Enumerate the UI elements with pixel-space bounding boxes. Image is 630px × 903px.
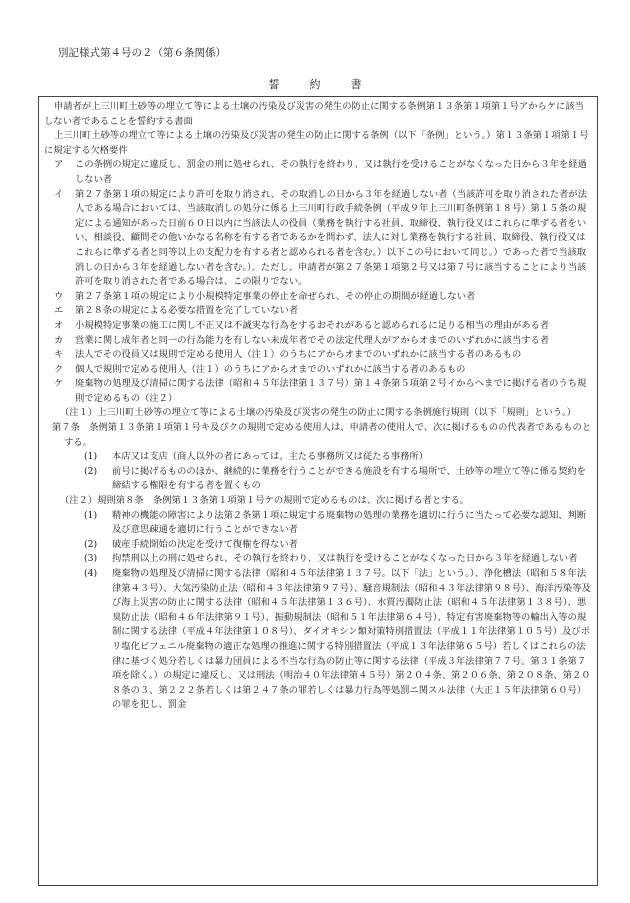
note-2-sub-1 [44,509,592,538]
item-marker: イ [54,188,64,200]
sub-marker: (1) [84,451,98,463]
form-number: 別記様式第４号の２（第６条関係） [58,47,226,59]
requirement-item-a [44,158,592,187]
item-marker: ア [54,159,64,171]
requirement-item-i [44,188,592,290]
intro-paragraph-1: 申請者が上三川町土砂等の埋立て等による土壌の汚染及び災害の発生の防止に関する条例第１３条第１項第１号アからケに該当しない者であることを誓約する書面 [44,101,584,127]
item-text: この条例の規定に違反し、罰金の刑に処せられ、その執行を終わり、又は執行を受けることがなくなった日から３年を経過しない者 [75,159,587,185]
note-1-sub-2 [44,465,592,494]
requirement-item-o [44,319,592,334]
sub-text: 拘禁刑以上の刑に処せられ、その執行を終わり、又は執行を受けることがなくなった日から３年を経過しない者 [112,553,578,565]
note-text: 規則第８条 条例第１３条第１項第１号ケの規則で定めるものは、次に掲げる者とする。 [97,495,470,507]
item-marker: カ [54,334,64,346]
note-1 [44,406,592,421]
item-text: 第２７条第１項の規定により小規模特定事業の停止を命ぜられ、その停止の期間が経過しない者 [75,290,476,302]
requirement-item-ki [44,348,592,363]
note-text: 上三川町土砂等の埋立て等による土壌の汚染及び災害の発生の防止に関する条例施行規則（以下「規則」という。） [97,407,576,419]
sub-marker: (3) [84,553,98,565]
sub-text: 前号に掲げるもののほか、継続的に業務を行うことができる施設を有する場所で、土砂等の埋立て等に係る契約を締結する権限を有する者を置くもの [112,465,586,492]
sub-marker: (2) [84,538,98,550]
sub-text: 廃棄物の処理及び清掃に関する法律（昭和４５年法律第１３７号。以下「法」という。）、浄化槽法（昭和５８年法律第４３号）、大気汚染防止法（昭和４３年法律第９７号）、騒音規制法（昭和４３年法律第９８号）、海洋汚染等及び海上災害の防止に関する法律（昭和４５年法律第１３６号）、水質汚濁防止法（昭和４５年法律第１３８号）、悪臭防止法（昭和４６年法律第９１号）、振動規制法（昭和５１年法律第６４号）、特定有害廃棄物等の輸出入等の規制に関する法律（平成４年法律第１０８号）、ダイオキシン類対策特別措置法（平成１１年法律第１０５号）及びポリ塩化ビフェニル廃棄物の適正な処理の推進に関する特別措置法（平成１３年法律第６５号）若しくはこれらの法律に基づく処分若しくは暴力団員による不当な行為の防止等に関する法律（平成３年法律第７７号。第３１条第７項を除く。）の規定に違反し、又は刑法（明治４０年法律第４５号）第２０４条、第２０６条、第２０８条、第２０８条の３、第２２２条若しくは第２４７条の罪若しくは暴力行為等処罰ニ関スル法律（大正１５年法律第６０号）の罪を犯し、罰金 [112,568,591,711]
note-label: （注２） [60,495,98,507]
sub-text: 精神の機能の障害により法第２条第１項に規定する廃棄物の処理の業務を適切に行うに当たって必要な認知、判断及び意思疎通を適切に行うことができない者 [112,509,587,536]
note-2-sub-3 [44,552,592,567]
item-marker: ク [54,363,64,375]
item-marker: ケ [54,378,64,390]
item-text: 第２８条の規定による必要な措置を完了していない者 [75,305,299,317]
item-text: 廃棄物の処理及び清掃に関する法律（昭和４５年法律第１３７号）第１４条第５項第２号イからへまでに掲げる者のうち規則で定めるもの（注２） [75,378,587,404]
item-text: 営業に関し成年者と同一の行為能力を有しない未成年者でその法定代理人がアからオまでのいずれかに該当する者 [75,334,550,346]
sub-marker: (2) [84,465,98,477]
note-1-article: 第７条 条例第１３条第１項第１号キ及びクの規則で定める使用人は、申請者の使用人で、次に掲げるものの代表者であるものとする。 [52,422,592,448]
sub-marker: (1) [84,509,98,521]
item-text: 小規模特定事業の施工に関し不正又は不誠実な行為をするおそれがあると認められるに足りる相当の理由がある者 [75,319,550,331]
note-1-sub-1 [44,450,592,465]
item-marker: オ [54,319,64,331]
item-marker: キ [54,349,64,361]
document-title: 誓約書 [268,78,392,91]
note-2 [44,494,592,509]
requirement-item-ka [44,334,592,349]
pledge-content [39,97,597,713]
sub-marker: (4) [84,568,98,579]
requirement-item-e [44,304,592,319]
sub-text: 本店又は支店（商人以外の者にあっては、主たる事務所又は従たる事務所） [112,451,429,463]
item-text: 第２７条第１項の規定により許可を取り消され、その取消しの日から３年を経過しない者（当該許可を取り消された者が法人である場合においては、当該取消しの処分に係る上三川町行政手続条例（平成９年上三川町条例第１８号）第１５条の規定による通知があった日前６０日以内に当該法人の役員（業務を執行する社員、取締役、執行役又はこれらに準ずる者をいい、相談役、顧問その他いかなる名称を有する者であるかを問わず、法人に対し業務を執行する社員、取締役、執行役又はこれらに準ずる者と同等以上の支配力を有する者と認められる者を含む。）以下この号において同じ。）であった者で当該取消しの日から３年を経過しない者を含む。）。ただし、申請者が第２７条第１項第２号又は第７号に該当することにより当該許可を取り消された者である場合は、この限りでない。 [75,188,587,288]
sub-text: 破産手続開始の決定を受けて復権を得ない者 [112,538,298,550]
note-2-sub-4 [44,567,592,713]
requirement-item-u [44,290,592,305]
item-marker: ウ [54,290,64,302]
pledge-content-box [38,96,598,886]
item-marker: エ [54,305,64,317]
note-label: （注１） [60,407,98,419]
note-2-sub-2 [44,538,592,553]
item-text: 個人で規則で定める使用人（注１）のうちにアからオまでのいずれかに該当する者のあるもの [75,363,466,375]
requirement-item-ku [44,363,592,378]
intro-paragraph-2: 上三川町土砂等の埋立て等による土壌の汚染及び災害の発生の防止に関する条例（以下「条例」という。）第１３条第１項第１号に規定する欠格要件 [44,130,589,156]
item-text: 法人でその役員又は規則で定める使用人（注１）のうちにアからオまでのいずれかに該当する者のあるもの [75,349,522,361]
requirement-item-ke [44,377,592,406]
